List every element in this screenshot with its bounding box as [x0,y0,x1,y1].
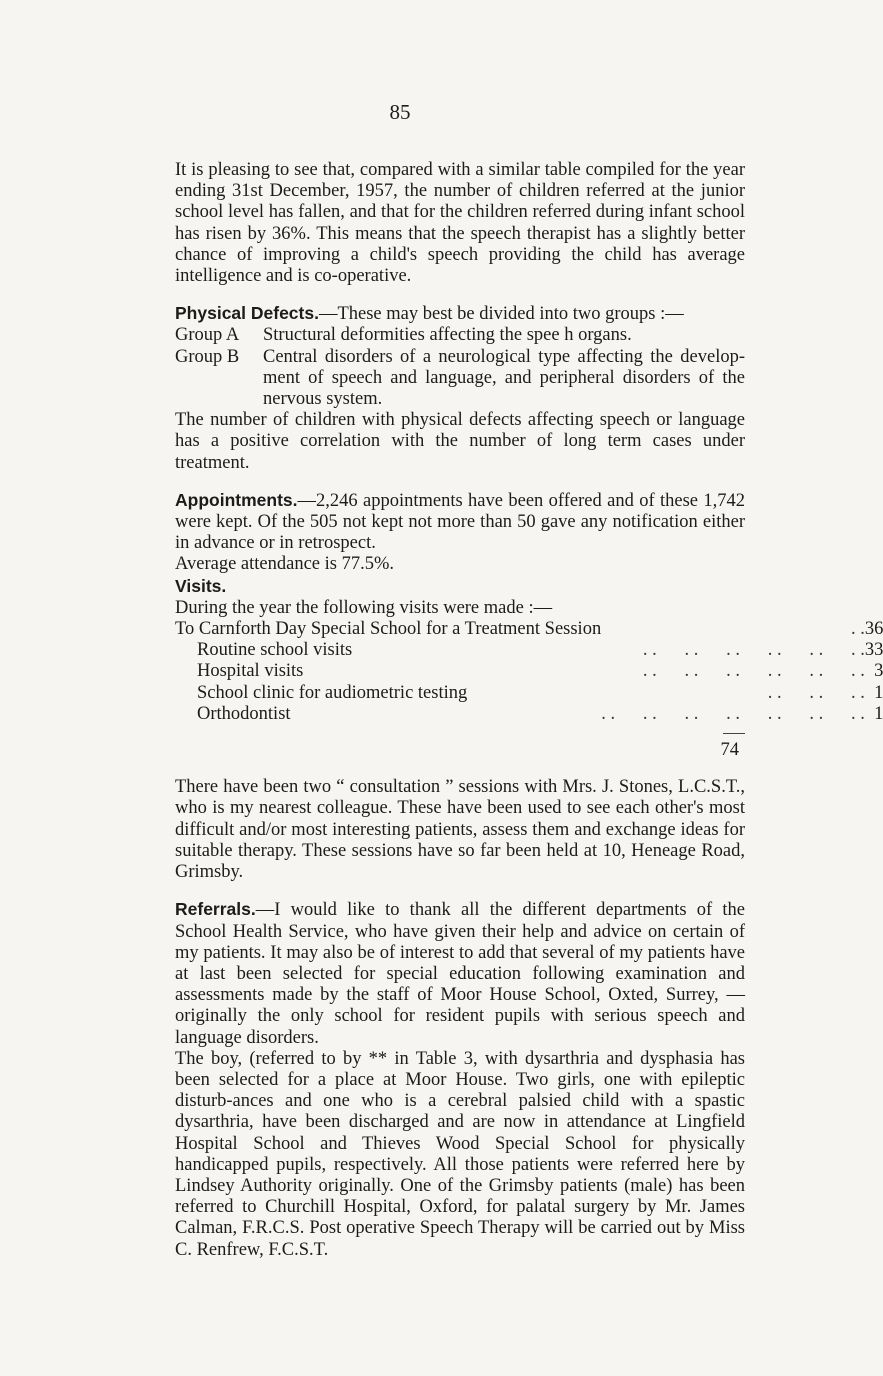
visits-total: 74 [720,740,739,761]
group-a-label: Group A [175,325,240,346]
visit-count: 1 [874,682,883,703]
visits-intro: During the year the following visits were made :— [175,597,553,618]
visits-heading-line [175,576,745,598]
visit-count: 33 [864,640,883,661]
group-b [175,347,745,411]
visit-label: Orthodontist [197,703,291,724]
group-b-text: Central disorders of a neurological type affecting the develop-ment of speech and language, and peripheral disorders of the nervous system. [263,346,745,410]
visits-row [175,704,883,725]
visit-count: 36 [864,619,883,640]
appointments-paragraph [175,490,745,555]
visits-row [175,661,883,682]
physical-defects-paragraph [175,303,745,325]
physical-defects-heading: Physical Defects. [175,303,319,324]
correlation-paragraph: The number of children with physical defects affecting speech or language has a positive correlation with the number of long term cases under treatment. [175,410,745,473]
group-a [175,325,745,346]
physical-defects-text: —These may best be divided into two groups :— [318,304,684,325]
average-attendance: Average attendance is 77.5%. [175,554,394,575]
visits-row [175,640,883,661]
page-number: 85 [389,100,411,124]
visit-leader: . . . . . . . . . . . . [642,661,865,682]
visit-label: School clinic for audiometric testing [197,682,468,703]
group-b-label: Group B [175,346,240,367]
total-rule [723,733,745,734]
boy-paragraph: The boy, (referred to by ** in Table 3, with dysarthria and dysphasia has been selected for a place at Moor House. Two girls, one with epileptic disturb-ances and one who is a cerebral palsied child with a spastic dysarthria, have been discharged and are now in attendance at Lingfield Hospital School and Thieves Wood Special School for physically handicapped pupils, respectively. All those patients were referred here by Lindsey Authority originally. One of the Grimsby patients (male) has been referred to Churchill Hospital, Oxford, for palatal surgery by Mr. James Calman, F.R.C.S. Post operative Speech Therapy will be carried out by Miss C. Renfrew, F.C.S.T. [175,1048,745,1260]
visits-row [175,619,883,640]
visit-label: Routine school visits [197,640,353,661]
referrals-paragraph [175,899,745,1048]
visit-leader: . . . . . . [767,682,865,703]
visit-leader: . . . . . . . . . . . . [642,640,865,661]
page-body [175,160,883,1261]
referrals-text: —I would like to thank all the different departments of the School Health Service, who have given their help and advice on certain of my patients. It may also be of interest to add that several of my patients have at last been selected for special education following examination and assessments made by the staff of Moor House School, Oxted, Surrey, — originally the only school for resident pupils with serious speech and language disorders. [175,900,745,1048]
visits-table [175,619,883,725]
visit-label: Hospital visits [197,661,304,682]
referrals-heading: Referrals. [175,899,256,920]
visit-leader: . . . . . . . . . . . . . . [601,703,865,724]
appointments-text: —2,246 appointments have been offered and of these 1,742 were kept. Of the 505 not kept not more than 50 gave any notification either in advance or in retrospect. [175,490,745,554]
appointments-heading: Appointments. [175,489,298,510]
visits-row [175,683,883,704]
visit-label: To Carnforth Day Special School for a Treatment Session [175,619,602,640]
intro-paragraph: It is pleasing to see that, compared with a similar table compiled for the year ending 31st December, 1957, the number of children referred at the junior school level has fallen, and that for the children referred during infant school has risen by 36%. This means that the speech therapist has a slightly better chance of improving a child's speech providing the child has average intelligence and is co-operative. [175,160,745,287]
group-a-text: Structural deformities affecting the spee h organs. [263,325,632,346]
consultation-paragraph: There have been two “ consultation ” sessions with Mrs. J. Stones, L.C.S.T., who is my nearest colleague. These have been used to see each other's most difficult and/or most interesting patients, assess them and exchange ideas for suitable therapy. These sessions have so far been held at 10, Heneage Road, Grimsby. [175,777,745,883]
visit-count: 3 [874,661,883,682]
visit-leader: . . [850,619,865,640]
visits-heading: Visits. [175,575,227,596]
visit-count: 1 [874,703,883,724]
